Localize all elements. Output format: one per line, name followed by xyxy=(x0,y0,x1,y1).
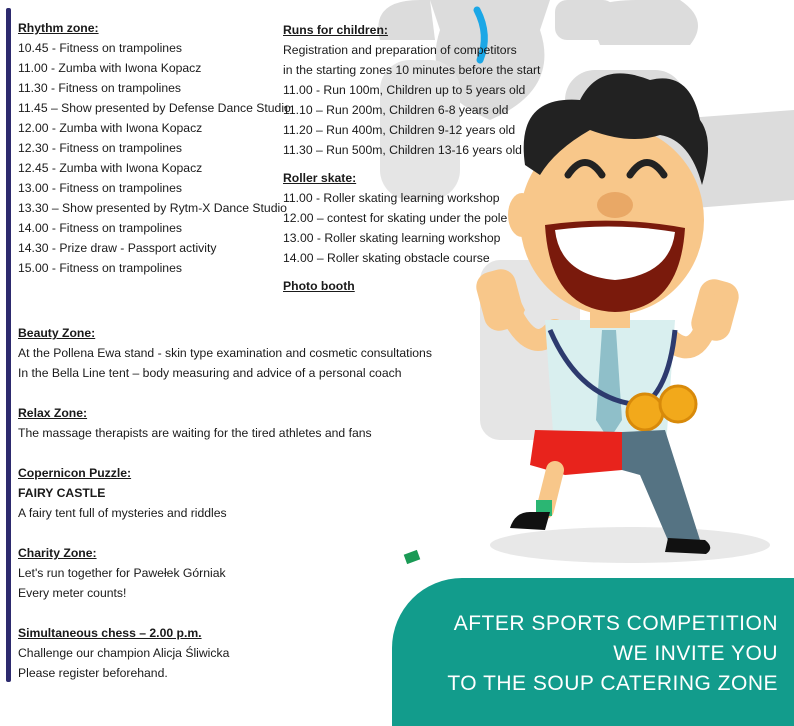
runs-section xyxy=(283,20,573,296)
schedule-item: 10.45 - Fitness on trampolines xyxy=(18,41,182,55)
puzzle-item: A fairy tent full of mysteries and riddles xyxy=(18,506,227,520)
roller-item: 12.00 – contest for skating under the pole xyxy=(283,211,508,225)
photo-booth-heading: Photo booth xyxy=(283,279,355,293)
roller-item: 11.00 - Roller skating learning workshop xyxy=(283,191,500,205)
schedule-item: 11.45 – Show presented by Defense Dance Studio xyxy=(18,101,291,115)
runs-item: 11.00 - Run 100m, Children up to 5 years old xyxy=(283,83,526,97)
runs-item: 11.30 – Run 500m, Children 13-16 years old xyxy=(283,143,522,157)
roller-item: 14.00 – Roller skating obstacle course xyxy=(283,251,490,265)
soup-catering-banner xyxy=(392,578,794,726)
medal-icon xyxy=(627,394,663,430)
roller-heading: Roller skate: xyxy=(283,171,357,185)
schedule-item: 12.45 - Zumba with Iwona Kopacz xyxy=(18,161,203,175)
charity-heading: Charity Zone: xyxy=(18,546,97,560)
puzzle-heading: Copernicon Puzzle: xyxy=(18,466,132,480)
chess-heading: Simultaneous chess – 2.00 p.m. xyxy=(18,626,202,640)
relax-heading: Relax Zone: xyxy=(18,406,88,420)
chess-item: Challenge our champion Alicja Śliwicka xyxy=(18,646,230,660)
schedule-item: 13.30 – Show presented by Rytm-X Dance Studio xyxy=(18,201,287,215)
rhythm-zone-section xyxy=(18,18,291,278)
puzzle-title: FAIRY CASTLE xyxy=(18,486,106,500)
beauty-heading: Beauty Zone: xyxy=(18,326,96,340)
shorts xyxy=(530,430,622,475)
schedule-item: 14.30 - Prize draw - Passport activity xyxy=(18,241,217,255)
rhythm-zone-heading: Rhythm zone: xyxy=(18,21,99,35)
medal-icon xyxy=(660,386,696,422)
schedule-item: 11.00 - Zumba with Iwona Kopacz xyxy=(18,61,202,75)
banner-line-1: AFTER SPORTS COMPETITION xyxy=(453,612,778,635)
runs-item: in the starting zones 10 minutes before the start xyxy=(283,63,541,77)
charity-item: Let's run together for Pawełek Górniak xyxy=(18,566,226,580)
runs-heading: Runs for children: xyxy=(283,23,388,37)
runs-item: Registration and preparation of competitors xyxy=(283,43,517,57)
schedule-item: 14.00 - Fitness on trampolines xyxy=(18,221,182,235)
schedule-item: 15.00 - Fitness on trampolines xyxy=(18,261,182,275)
shoe-icon xyxy=(665,538,710,554)
schedule-item: 11.30 - Fitness on trampolines xyxy=(18,81,182,95)
shoe-icon xyxy=(510,512,550,530)
schedule-item: 12.30 - Fitness on trampolines xyxy=(18,141,182,155)
beauty-item: In the Bella Line tent – body measuring and advice of a personal coach xyxy=(18,366,402,380)
chess-item: Please register beforehand. xyxy=(18,666,168,680)
runs-item: 11.20 – Run 400m, Children 9-12 years old xyxy=(283,123,516,137)
schedule-item: 13.00 - Fitness on trampolines xyxy=(18,181,182,195)
ground-shadow xyxy=(490,527,770,563)
banner-line-3: TO THE SOUP CATERING ZONE xyxy=(447,672,778,695)
roller-item: 13.00 - Roller skating learning workshop xyxy=(283,231,501,245)
runs-item: 11.10 – Run 200m, Children 6-8 years old xyxy=(283,103,509,117)
relax-item: The massage therapists are waiting for the tired athletes and fans xyxy=(18,426,372,440)
schedule-item: 12.00 - Zumba with Iwona Kopacz xyxy=(18,121,203,135)
charity-item: Every meter counts! xyxy=(18,586,127,600)
banner-line-2: WE INVITE YOU xyxy=(613,642,778,665)
accent-bar xyxy=(6,8,11,682)
beauty-item: At the Pollena Ewa stand - skin type examination and cosmetic consultations xyxy=(18,346,432,360)
